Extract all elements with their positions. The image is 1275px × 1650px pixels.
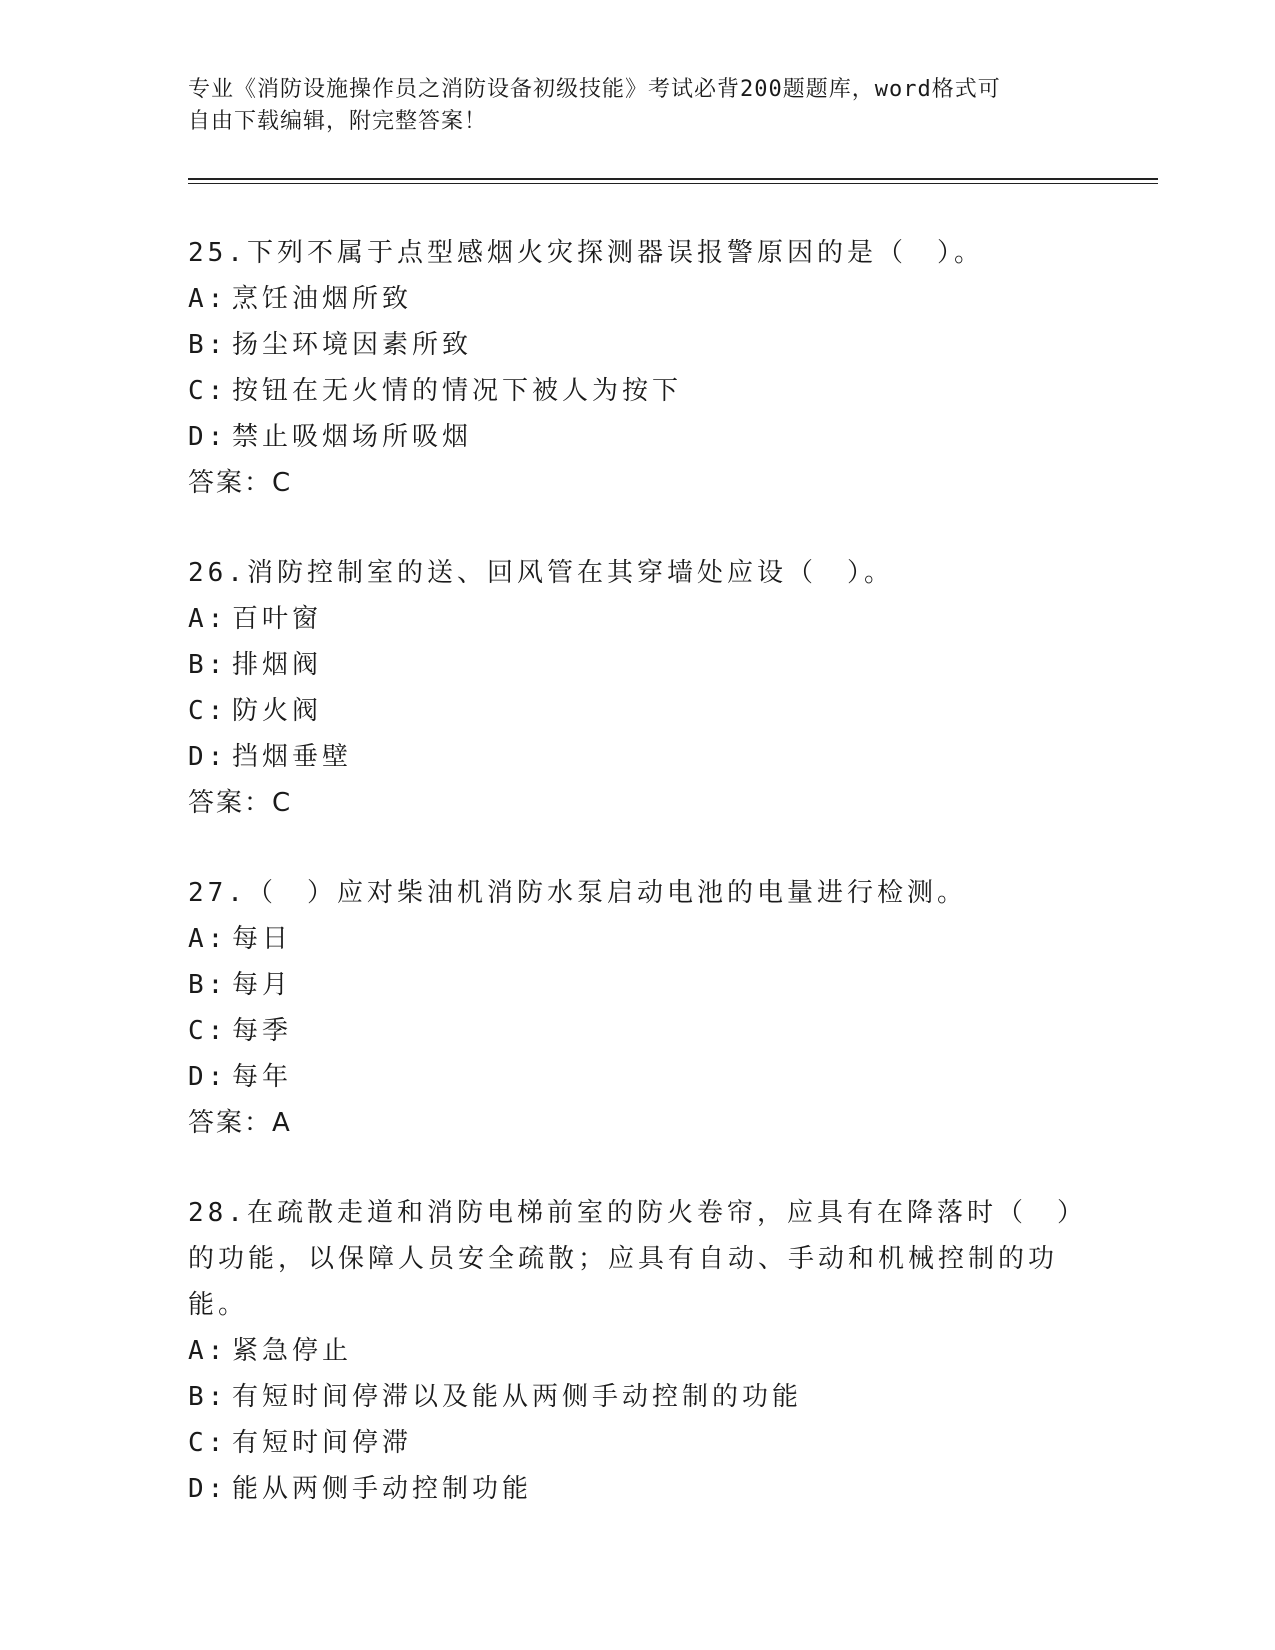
option-c bbox=[188, 368, 1088, 414]
option-b bbox=[188, 1374, 1088, 1420]
option-text: 紧急停止 bbox=[232, 1336, 353, 1366]
option-a bbox=[188, 1328, 1088, 1374]
option-text: 烹饪油烟所致 bbox=[232, 284, 413, 314]
option-key: A: bbox=[188, 924, 228, 954]
option-key: C: bbox=[188, 696, 228, 726]
option-key: D: bbox=[188, 422, 228, 452]
question-25 bbox=[188, 230, 1088, 506]
option-key: B: bbox=[188, 650, 228, 680]
option-key: C: bbox=[188, 376, 228, 406]
option-key: A: bbox=[188, 284, 228, 314]
option-text: 每日 bbox=[232, 924, 293, 954]
option-key: D: bbox=[188, 1062, 228, 1092]
option-d bbox=[188, 734, 1088, 780]
option-key: B: bbox=[188, 1382, 228, 1412]
option-d bbox=[188, 1054, 1088, 1100]
option-text: 挡烟垂壁 bbox=[232, 742, 353, 772]
option-text: 扬尘环境因素所致 bbox=[232, 330, 473, 360]
option-key: B: bbox=[188, 330, 228, 360]
header-title-line-1: 专业《消防设施操作员之消防设备初级技能》考试必背200题题库，word格式可 bbox=[188, 77, 1001, 102]
option-text: 排烟阀 bbox=[232, 650, 323, 680]
option-text: 防火阀 bbox=[232, 696, 323, 726]
document-header bbox=[188, 74, 1088, 138]
option-key: D: bbox=[188, 1474, 228, 1504]
header-divider bbox=[188, 178, 1158, 184]
question-27 bbox=[188, 870, 1088, 1146]
option-b bbox=[188, 962, 1088, 1008]
question-stem: 28.在疏散走道和消防电梯前室的防火卷帘，应具有在降落时（ ）的功能，以保障人员安全疏散；应具有自动、手动和机械控制的功能。 bbox=[188, 1198, 1087, 1320]
option-text: 按钮在无火情的情况下被人为按下 bbox=[232, 376, 683, 406]
answer-label: 答案：A bbox=[188, 1108, 292, 1138]
option-text: 有短时间停滞以及能从两侧手动控制的功能 bbox=[232, 1382, 803, 1412]
option-text: 禁止吸烟场所吸烟 bbox=[232, 422, 473, 452]
question-stem: 27.（ ）应对柴油机消防水泵启动电池的电量进行检测。 bbox=[188, 878, 967, 908]
option-d bbox=[188, 1466, 1088, 1512]
answer-label: 答案：C bbox=[188, 468, 293, 498]
option-d bbox=[188, 414, 1088, 460]
question-list bbox=[188, 230, 1088, 1556]
option-key: C: bbox=[188, 1016, 228, 1046]
question-stem: 26.消防控制室的送、回风管在其穿墙处应设（ ）。 bbox=[188, 558, 894, 588]
option-b bbox=[188, 322, 1088, 368]
option-key: C: bbox=[188, 1428, 228, 1458]
option-text: 能从两侧手动控制功能 bbox=[232, 1474, 533, 1504]
option-key: B: bbox=[188, 970, 228, 1000]
question-stem: 25.下列不属于点型感烟火灾探测器误报警原因的是（ ）。 bbox=[188, 238, 984, 268]
option-c bbox=[188, 1008, 1088, 1054]
option-text: 百叶窗 bbox=[232, 604, 323, 634]
option-b bbox=[188, 642, 1088, 688]
option-text: 有短时间停滞 bbox=[232, 1428, 413, 1458]
option-a bbox=[188, 596, 1088, 642]
option-a bbox=[188, 916, 1088, 962]
header-title-line-2: 自由下载编辑，附完整答案！ bbox=[188, 109, 488, 134]
option-text: 每季 bbox=[232, 1016, 293, 1046]
option-c bbox=[188, 688, 1088, 734]
option-text: 每月 bbox=[232, 970, 293, 1000]
option-a bbox=[188, 276, 1088, 322]
question-26 bbox=[188, 550, 1088, 826]
answer-label: 答案：C bbox=[188, 788, 293, 818]
option-key: A: bbox=[188, 1336, 228, 1366]
option-key: A: bbox=[188, 604, 228, 634]
option-key: D: bbox=[188, 742, 228, 772]
question-28 bbox=[188, 1190, 1088, 1512]
option-text: 每年 bbox=[232, 1062, 293, 1092]
option-c bbox=[188, 1420, 1088, 1466]
